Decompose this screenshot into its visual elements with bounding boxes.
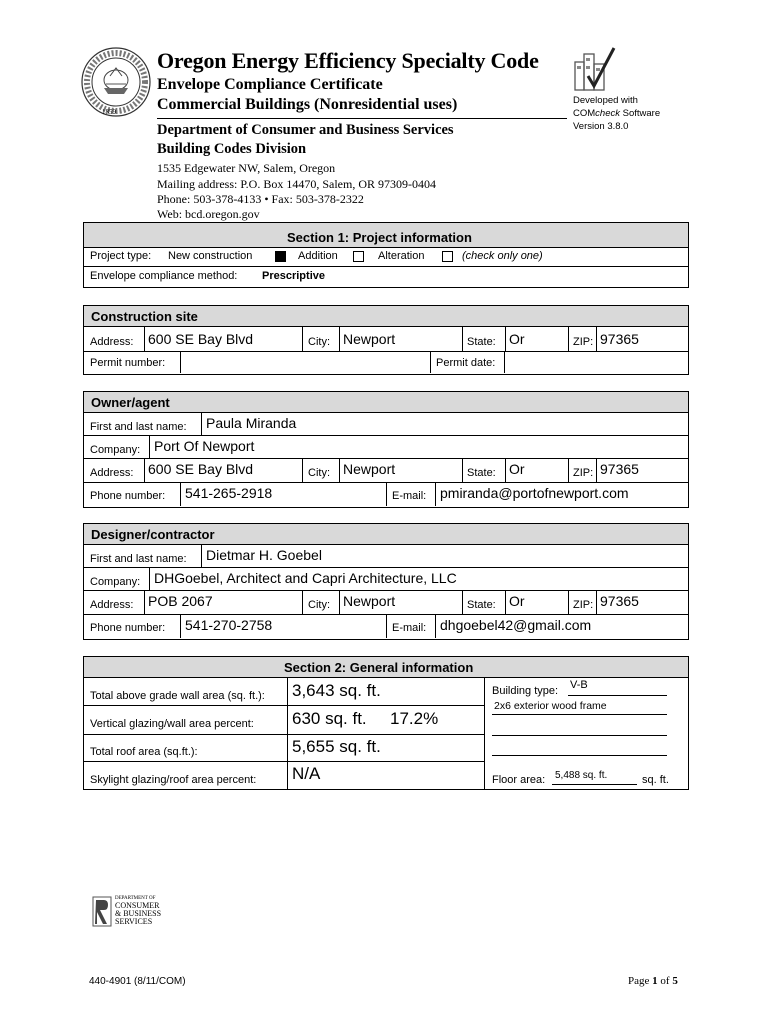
section1-title: Section 1: Project information [287, 230, 472, 245]
owner-name-field[interactable]: Paula Miranda [206, 415, 297, 431]
logo-text-line2: CONSUMER [115, 901, 160, 910]
logo-text-line4: SERVICES [115, 917, 153, 926]
construction-zip-field[interactable]: 97365 [600, 331, 639, 347]
page-indicator [628, 975, 678, 987]
floor-area-unit: sq. ft. [642, 774, 669, 786]
email-label: E-mail: [392, 490, 427, 502]
mailing-address: Mailing address: P.O. Box 14470, Salem, OR 97309-0404 [157, 177, 436, 191]
designer-phone-field[interactable]: 541-270-2758 [185, 617, 273, 633]
logo-text-line3: & BUSINESS [115, 909, 162, 918]
division-name: Building Codes Division [157, 141, 307, 157]
department-name: Department of Consumer and Business Services [157, 122, 454, 138]
addition-checkbox[interactable] [353, 251, 364, 262]
designer-contact-row [84, 614, 688, 638]
permit-row [84, 351, 688, 373]
street-address: 1535 Edgewater NW, Salem, Oregon [157, 161, 336, 175]
roof-area-label: Total roof area (sq.ft.): [90, 746, 198, 758]
owner-email-field[interactable]: pmiranda@portofnewport.com [440, 485, 629, 501]
seal-year: 1859 [102, 108, 116, 116]
comcheck-software-word: Software [620, 108, 661, 119]
permit-number-label: Permit number: [90, 357, 166, 369]
logo-text-line1: DEPARTMENT OF [115, 896, 156, 901]
glazing-area-value[interactable]: 630 sq. ft. [292, 709, 367, 728]
comcheck-logo-icon [572, 44, 618, 92]
designer-company-row [84, 567, 688, 591]
city-label: City: [308, 599, 330, 611]
city-label: City: [308, 467, 330, 479]
owner-city-field[interactable]: Newport [343, 461, 396, 477]
wall-area-label: Total above grade wall area (sq. ft.): [90, 690, 265, 702]
owner-company-label: Company: [90, 444, 141, 456]
software-version: Version 3.8.0 [573, 121, 629, 132]
owner-zip-field[interactable]: 97365 [600, 461, 639, 477]
designer-name-label: First and last name: [90, 553, 187, 565]
form-number: 440-4901 (8/11/COM) [89, 976, 186, 987]
project-type-row [84, 247, 688, 267]
designer-address-field[interactable]: POB 2067 [148, 593, 213, 609]
form-title: Oregon Energy Efficiency Specialty Code [157, 48, 539, 73]
floor-area-value[interactable]: 5,488 sq. ft. [555, 770, 608, 781]
designer-contractor-section [83, 523, 689, 640]
option-new-construction-label: New construction [168, 250, 253, 262]
state-label: State: [467, 336, 496, 348]
comcheck-com: COM [573, 108, 596, 119]
wall-area-value[interactable]: 3,643 sq. ft. [292, 681, 381, 700]
check-only-one-note: (check only one) [462, 250, 543, 262]
designer-email-field[interactable]: dhgoebel42@gmail.com [440, 617, 592, 633]
compliance-method-label: Envelope compliance method: [90, 270, 238, 282]
roof-area-value[interactable]: 5,655 sq. ft. [292, 737, 381, 756]
construction-site-title: Construction site [91, 309, 198, 324]
phone-label: Phone number: [90, 622, 166, 634]
phone-label: Phone number: [90, 490, 166, 502]
glazing-percent-value[interactable]: 17.2% [390, 709, 439, 728]
page-word: Page [628, 975, 653, 987]
construction-site-header [84, 306, 688, 327]
dcbs-logo [92, 896, 162, 928]
oregon-state-seal [80, 46, 152, 118]
email-label: E-mail: [392, 622, 427, 634]
owner-contact-row [84, 482, 688, 506]
owner-agent-header [84, 392, 688, 413]
designer-title: Designer/contractor [91, 527, 215, 542]
address-label: Address: [90, 336, 134, 348]
phone-fax: Phone: 503-378-4133 • Fax: 503-378-2322 [157, 192, 364, 206]
zip-label: ZIP: [573, 336, 594, 348]
owner-state-field[interactable]: Or [509, 461, 525, 477]
section1-project-info [83, 222, 689, 288]
permit-date-label: Permit date: [436, 357, 496, 369]
owner-address-field[interactable]: 600 SE Bay Blvd [148, 461, 254, 477]
designer-header [84, 524, 688, 545]
skylight-label: Skylight glazing/roof area percent: [90, 774, 257, 786]
owner-address-row [84, 458, 688, 483]
construction-address-row [84, 326, 688, 352]
designer-zip-field[interactable]: 97365 [600, 593, 639, 609]
designer-name-row [84, 544, 688, 568]
website: Web: bcd.oregon.gov [157, 207, 260, 221]
skylight-value[interactable]: N/A [292, 764, 321, 783]
new-construction-checkbox[interactable] [275, 251, 286, 262]
section2-header [84, 657, 688, 678]
address-label: Address: [90, 599, 134, 611]
owner-company-field[interactable]: Port Of Newport [154, 438, 255, 454]
owner-name-label: First and last name: [90, 421, 187, 433]
building-type-value[interactable]: V-B [570, 679, 588, 691]
page-total: 5 [672, 975, 678, 987]
page-of: of [657, 975, 673, 987]
designer-city-field[interactable]: Newport [343, 593, 396, 609]
designer-name-field[interactable]: Dietmar H. Goebel [206, 547, 322, 563]
comcheck-software [573, 107, 660, 120]
state-label: State: [467, 599, 496, 611]
section2-general-info [83, 656, 689, 790]
comcheck-check: check [595, 108, 620, 119]
owner-name-row [84, 412, 688, 436]
compliance-method-row [84, 266, 688, 286]
owner-phone-field[interactable]: 541-265-2918 [185, 485, 273, 501]
owner-company-row [84, 435, 688, 459]
floor-area-label: Floor area: [492, 774, 546, 786]
glazing-label: Vertical glazing/wall area percent: [90, 718, 254, 730]
zip-label: ZIP: [573, 599, 594, 611]
form-subtitle-2: Commercial Buildings (Nonresidential uses) [157, 96, 458, 113]
zip-label: ZIP: [573, 467, 594, 479]
option-addition-label: Addition [298, 250, 338, 262]
owner-agent-title: Owner/agent [91, 395, 170, 410]
construction-address-field[interactable]: 600 SE Bay Blvd [148, 331, 254, 347]
permit-date-field[interactable] [506, 351, 686, 372]
designer-address-row [84, 590, 688, 615]
option-alteration-label: Alteration [378, 250, 425, 262]
building-type-detail[interactable]: 2x6 exterior wood frame [494, 700, 607, 712]
address-label: Address: [90, 467, 134, 479]
section2-title: Section 2: General information [284, 660, 474, 675]
page-number: 1 [652, 975, 658, 987]
compliance-method-value[interactable]: Prescriptive [262, 270, 325, 282]
construction-site-section [83, 305, 689, 375]
city-label: City: [308, 336, 330, 348]
construction-state-field[interactable]: Or [509, 331, 525, 347]
designer-company-label: Company: [90, 576, 141, 588]
construction-city-field[interactable]: Newport [343, 331, 396, 347]
state-label: State: [467, 467, 496, 479]
designer-company-field[interactable]: DHGoebel, Architect and Capri Architecture, LLC [154, 570, 457, 586]
permit-number-field[interactable] [182, 351, 428, 372]
designer-state-field[interactable]: Or [509, 593, 525, 609]
owner-agent-section [83, 391, 689, 508]
building-type-label: Building type: [492, 685, 559, 697]
project-type-label: Project type: [90, 250, 152, 262]
title-rule [157, 118, 567, 119]
developed-with: Developed with [573, 95, 638, 106]
section1-header [84, 223, 688, 248]
alteration-checkbox[interactable] [442, 251, 453, 262]
form-subtitle: Envelope Compliance Certificate [157, 76, 383, 93]
